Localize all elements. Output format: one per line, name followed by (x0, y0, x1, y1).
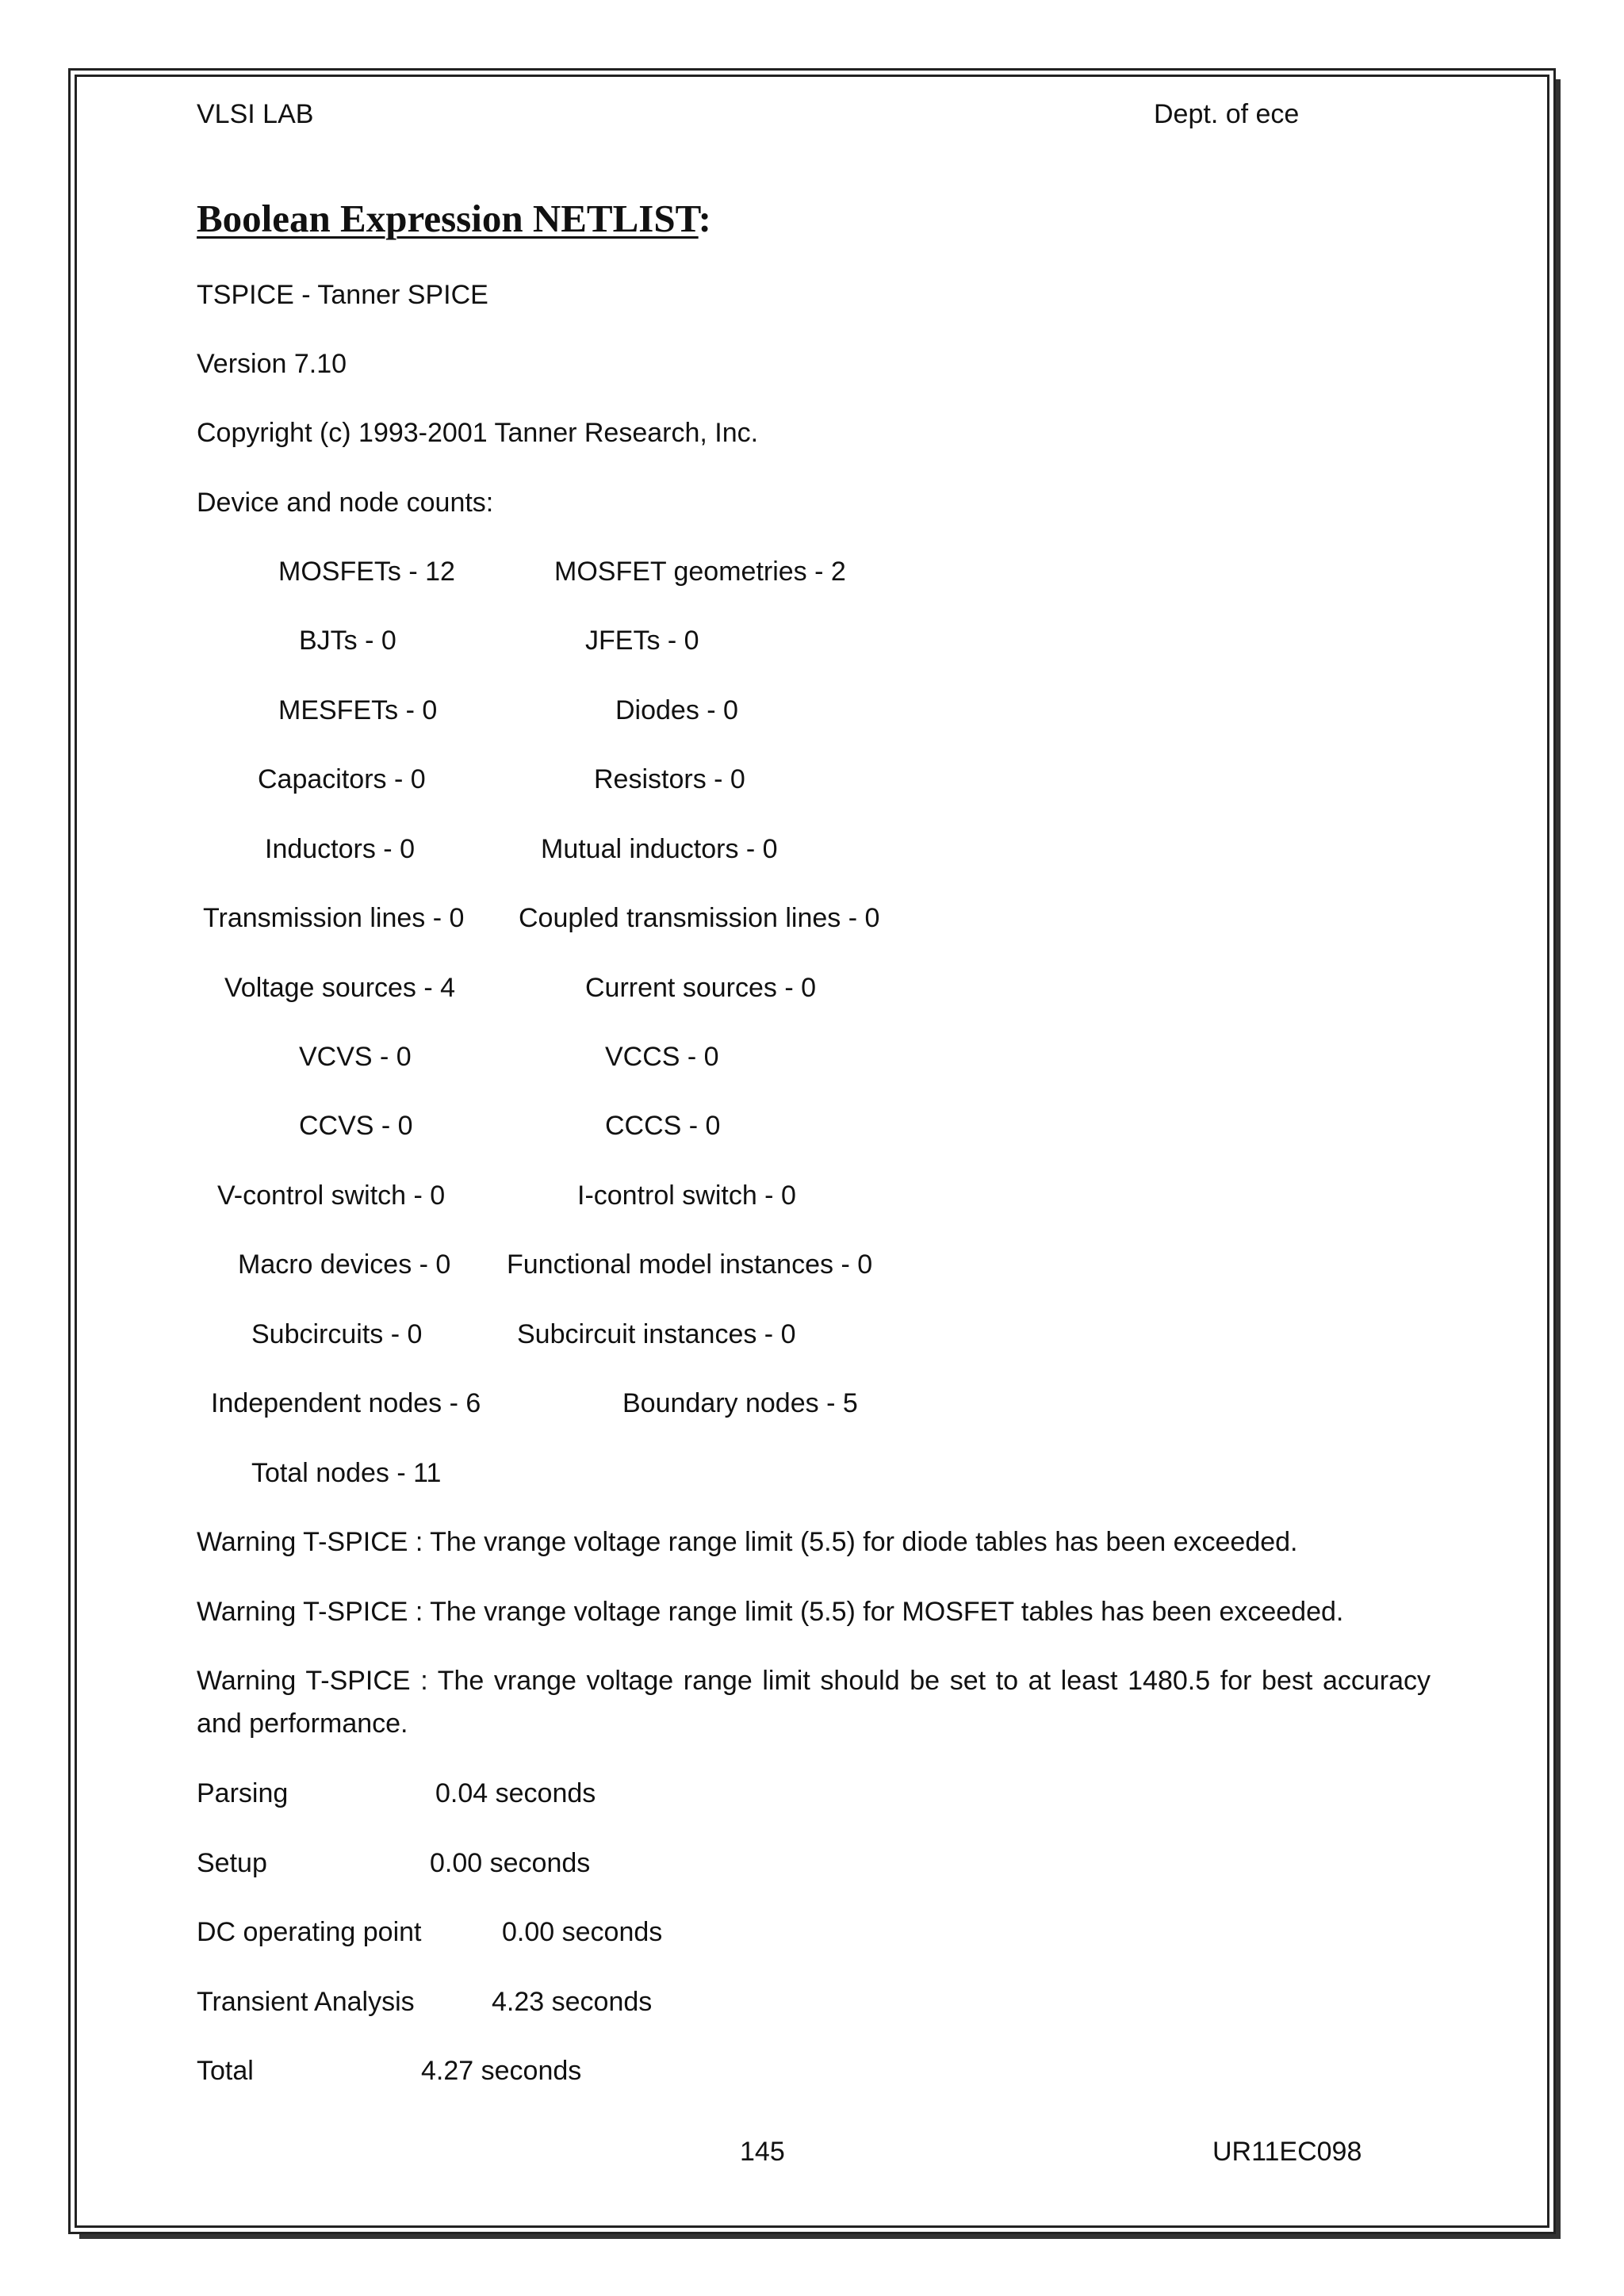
count-left-capacitors: Capacitors - 0 (258, 764, 426, 794)
warning-vrange-recommendation: Warning T-SPICE : The vrange voltage range limit should be set to at least 1480.5 for best accuracy and performance. (197, 1666, 1431, 1739)
copyright-line: Copyright (c) 1993-2001 Tanner Research, Inc. (197, 418, 759, 448)
warning-diode-tables: Warning T-SPICE : The vrange voltage range limit (5.5) for diode tables has been exceeded. (197, 1527, 1298, 1557)
count-right-vccs: VCCS - 0 (605, 1042, 719, 1072)
page-number: 145 (740, 2137, 785, 2167)
count-right-jfets: JFETs - 0 (585, 626, 699, 656)
timing-setup-label: Setup (197, 1848, 267, 1878)
count-right-diodes: Diodes - 0 (615, 695, 738, 725)
count-right-current-sources: Current sources - 0 (585, 973, 816, 1003)
count-left-mesfets: MESFETs - 0 (278, 695, 438, 725)
tool-name-line: TSPICE - Tanner SPICE (197, 280, 488, 310)
count-left-inductors: Inductors - 0 (265, 834, 415, 864)
count-right-mutual-inductors: Mutual inductors - 0 (541, 834, 778, 864)
warning-mosfet-tables: Warning T-SPICE : The vrange voltage range limit (5.5) for MOSFET tables has been exceeded. (197, 1597, 1344, 1627)
version-line: Version 7.10 (197, 349, 347, 379)
page-title-text: Boolean Expression NETLIST (197, 197, 699, 240)
count-right-mosfet-geometries: MOSFET geometries - 2 (554, 557, 846, 587)
page-title-colon: : (698, 197, 711, 240)
count-left-ccvs: CCVS - 0 (299, 1111, 413, 1141)
count-right-i-control-switch: I-control switch - 0 (577, 1181, 796, 1211)
count-right-coupled-transmission-lines: Coupled transmission lines - 0 (519, 903, 880, 933)
count-left-independent-nodes: Independent nodes - 6 (211, 1388, 481, 1418)
count-left-voltage-sources: Voltage sources - 4 (224, 973, 456, 1003)
timing-transient-value: 4.23 seconds (492, 1987, 653, 2017)
count-right-resistors: Resistors - 0 (594, 764, 745, 794)
count-left-vcvs: VCVS - 0 (299, 1042, 412, 1072)
count-total-nodes: Total nodes - 11 (251, 1458, 442, 1488)
page-border-shadow (79, 79, 1561, 2239)
timing-parsing-value: 0.04 seconds (435, 1778, 596, 1808)
timing-total-value: 4.27 seconds (421, 2056, 582, 2086)
student-id: UR11EC098 (1212, 2137, 1362, 2167)
count-left-mosfets: MOSFETs - 12 (278, 557, 455, 587)
count-left-v-control-switch: V-control switch - 0 (217, 1181, 446, 1211)
count-left-macro-devices: Macro devices - 0 (238, 1249, 451, 1280)
count-left-subcircuits: Subcircuits - 0 (251, 1319, 423, 1349)
page-title (197, 195, 711, 243)
count-right-cccs: CCCS - 0 (605, 1111, 721, 1141)
timing-dc-value: 0.00 seconds (502, 1917, 663, 1947)
count-left-transmission-lines: Transmission lines - 0 (203, 903, 465, 933)
timing-total-label: Total (197, 2056, 254, 2086)
count-left-bjts: BJTs - 0 (299, 626, 396, 656)
timing-setup-value: 0.00 seconds (430, 1848, 591, 1878)
timing-transient-label: Transient Analysis (197, 1987, 415, 2017)
header-department: Dept. of ece (1154, 99, 1300, 129)
count-right-boundary-nodes: Boundary nodes - 5 (622, 1388, 858, 1418)
timing-parsing-label: Parsing (197, 1778, 289, 1808)
count-right-subcircuit-instances: Subcircuit instances - 0 (517, 1319, 796, 1349)
count-right-functional-model-instances: Functional model instances - 0 (507, 1249, 873, 1280)
timing-dc-label: DC operating point (197, 1917, 422, 1947)
header-lab-name: VLSI LAB (197, 99, 314, 129)
device-counts-heading: Device and node counts: (197, 488, 494, 518)
